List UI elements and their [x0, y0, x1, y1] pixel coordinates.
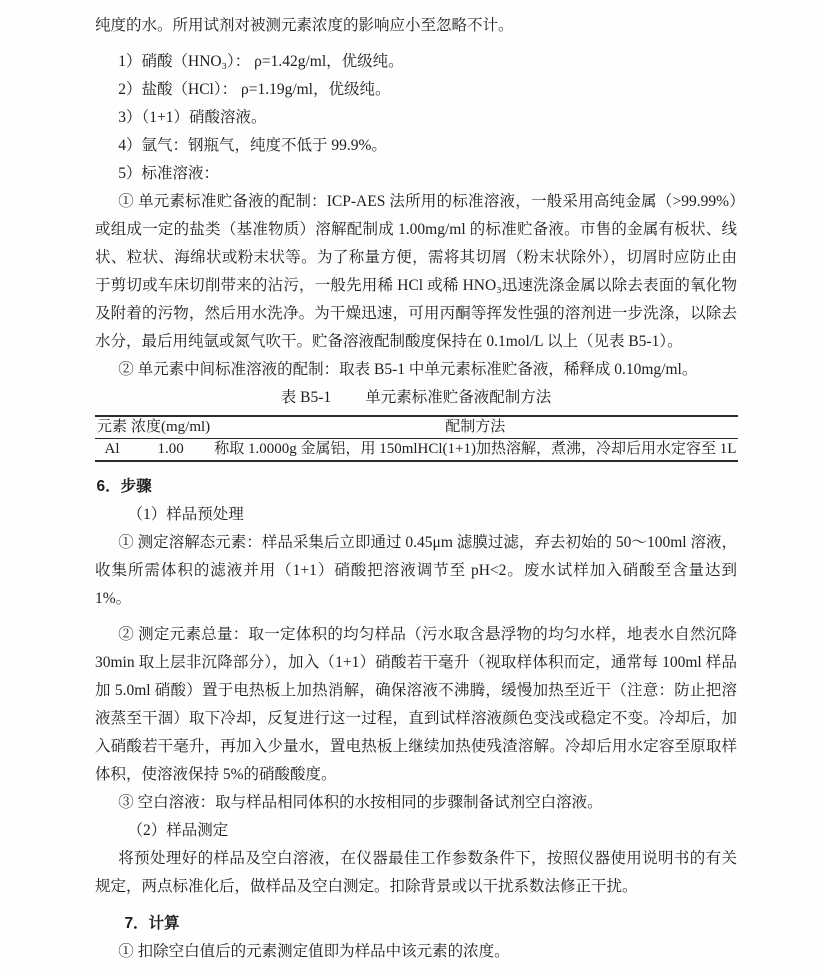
calculation-item-paragraph: ① 扣除空白值后的元素测定值即为样品中该元素的浓度。 — [118, 943, 510, 960]
reagent-list — [95, 48, 737, 188]
cell-method: 称取 1.0000g 金属铝，用 150mlHCl(1+1)加热溶解，煮沸，冷却后用水定容至 1L — [214, 441, 737, 457]
cell-element: Al — [104, 441, 120, 457]
sample-pretreatment-subtitle: （1）样品预处理 — [127, 506, 244, 523]
reagent-item-standard-solution: 5）标准溶液： — [118, 165, 220, 182]
table-row — [95, 439, 738, 462]
section-7 — [95, 910, 737, 966]
section-6-heading: 6．步骤 — [96, 478, 152, 495]
reagent-item-argon-gas: 4）氩气：钢瓶气，纯度不低于 99.9%。 — [118, 137, 387, 154]
total-elements-paragraph: ② 测定元素总量：取一定体积的均匀样品（污水取含悬浮物的均匀水样，地表水自然沉降 30min 取上层非沉降部分），加入（1+1）硝酸若干毫升（视取样体积而定，通常每 100ml 样品加 5.0ml 硝酸）置于电热板上加热消解，确保溶液不沸腾，缓慢加热至近干（注意：防止把溶液蒸至干涸）取下冷却，反复进行这一过程，直到试样溶液颜色变浅或稳定不变。冷却后，加入硝酸若干毫升，再加入少量水，置电热板上继续加热使残渣溶解。冷却后用水定容至原取样体积，使溶液保持 5%的硝酸酸度。 — [95, 626, 737, 783]
standard-stock-paragraph: ① 单元素标准贮备液的配制：ICP-AES 法所用的标准溶液，一般采用高纯金属（>99.99%）或组成一定的盐类（基准物质）溶解配制成 1.00mg/ml 的标准贮备液。市售的金属有板状、线状、粒状、海绵状或粉末状等。为了称量方便，需将其切屑（粉末状除外），切屑时应防止由于剪切或车床切削带来的沾污，一般先用稀 HCl 或稀 HNO₃迅速洗涤金属以除去表面的氧化物及附着的污物，然后用水洗净。为干燥迅速，可用丙酮等挥发性强的溶剂进一步洗涤，以除去水分，最后用纯氩或氮气吹干。贮备溶液配制酸度保持在 0.1mol/L 以上（见表 B5-1）。 — [95, 193, 737, 350]
standard-intermediate-paragraph: ② 单元素中间标准溶液的配制：取表 B5-1 中单元素标准贮备液，稀释成 0.10mg/ml。 — [118, 361, 698, 378]
column-header-element: 元素 — [95, 416, 129, 439]
reagent-item-nitric-solution: 3）（1+1）硝酸溶液。 — [118, 109, 267, 126]
column-header-method: 配制方法 — [212, 416, 738, 439]
column-header-concentration: 浓度(mg/ml) — [129, 416, 212, 439]
dissolved-elements-paragraph: ① 测定溶解态元素：样品采集后立即通过 0.45μm 滤膜过滤，弃去初始的 50～100ml 溶液，收集所需体积的滤液并用（1+1）硝酸把溶液调节至 pH<2。废水试样加入硝酸至含量达到 1%。 — [95, 534, 737, 607]
table-caption-label: 表 B5-1 — [280, 389, 332, 406]
table-caption-title: 单元素标准贮备液配制方法 — [365, 389, 552, 406]
section-7-heading: 7．计算 — [124, 915, 180, 932]
table-header-row — [95, 416, 738, 439]
reagent-item-hydrochloric-acid: 2）盐酸（HCl）： ρ=1.19g/ml，优级纯。 — [118, 81, 391, 98]
measurement-procedure-paragraph: 将预处理好的样品及空白溶液，在仪器最佳工作参数条件下，按照仪器使用说明书的有关规定，两点标准化后，做样品及空白测定。扣除背景或以干扰系数法修正干扰。 — [95, 850, 737, 895]
cell-concentration: 1.00 — [157, 441, 184, 457]
sample-measurement-subtitle: （2）样品测定 — [127, 822, 229, 839]
blank-solution-paragraph: ③ 空白溶液：取与样品相同体积的水按相同的步骤制备试剂空白溶液。 — [118, 794, 603, 811]
section-6 — [95, 473, 737, 901]
intro-paragraph: 纯度的水。所用试剂对被测元素浓度的影响应小至忽略不计。 — [95, 17, 514, 34]
table-caption — [95, 384, 737, 411]
table-b5-1 — [95, 415, 738, 462]
reagent-item-nitric-acid: 1）硝酸（HNO₃）： ρ=1.42g/ml，优级纯。 — [118, 53, 404, 70]
